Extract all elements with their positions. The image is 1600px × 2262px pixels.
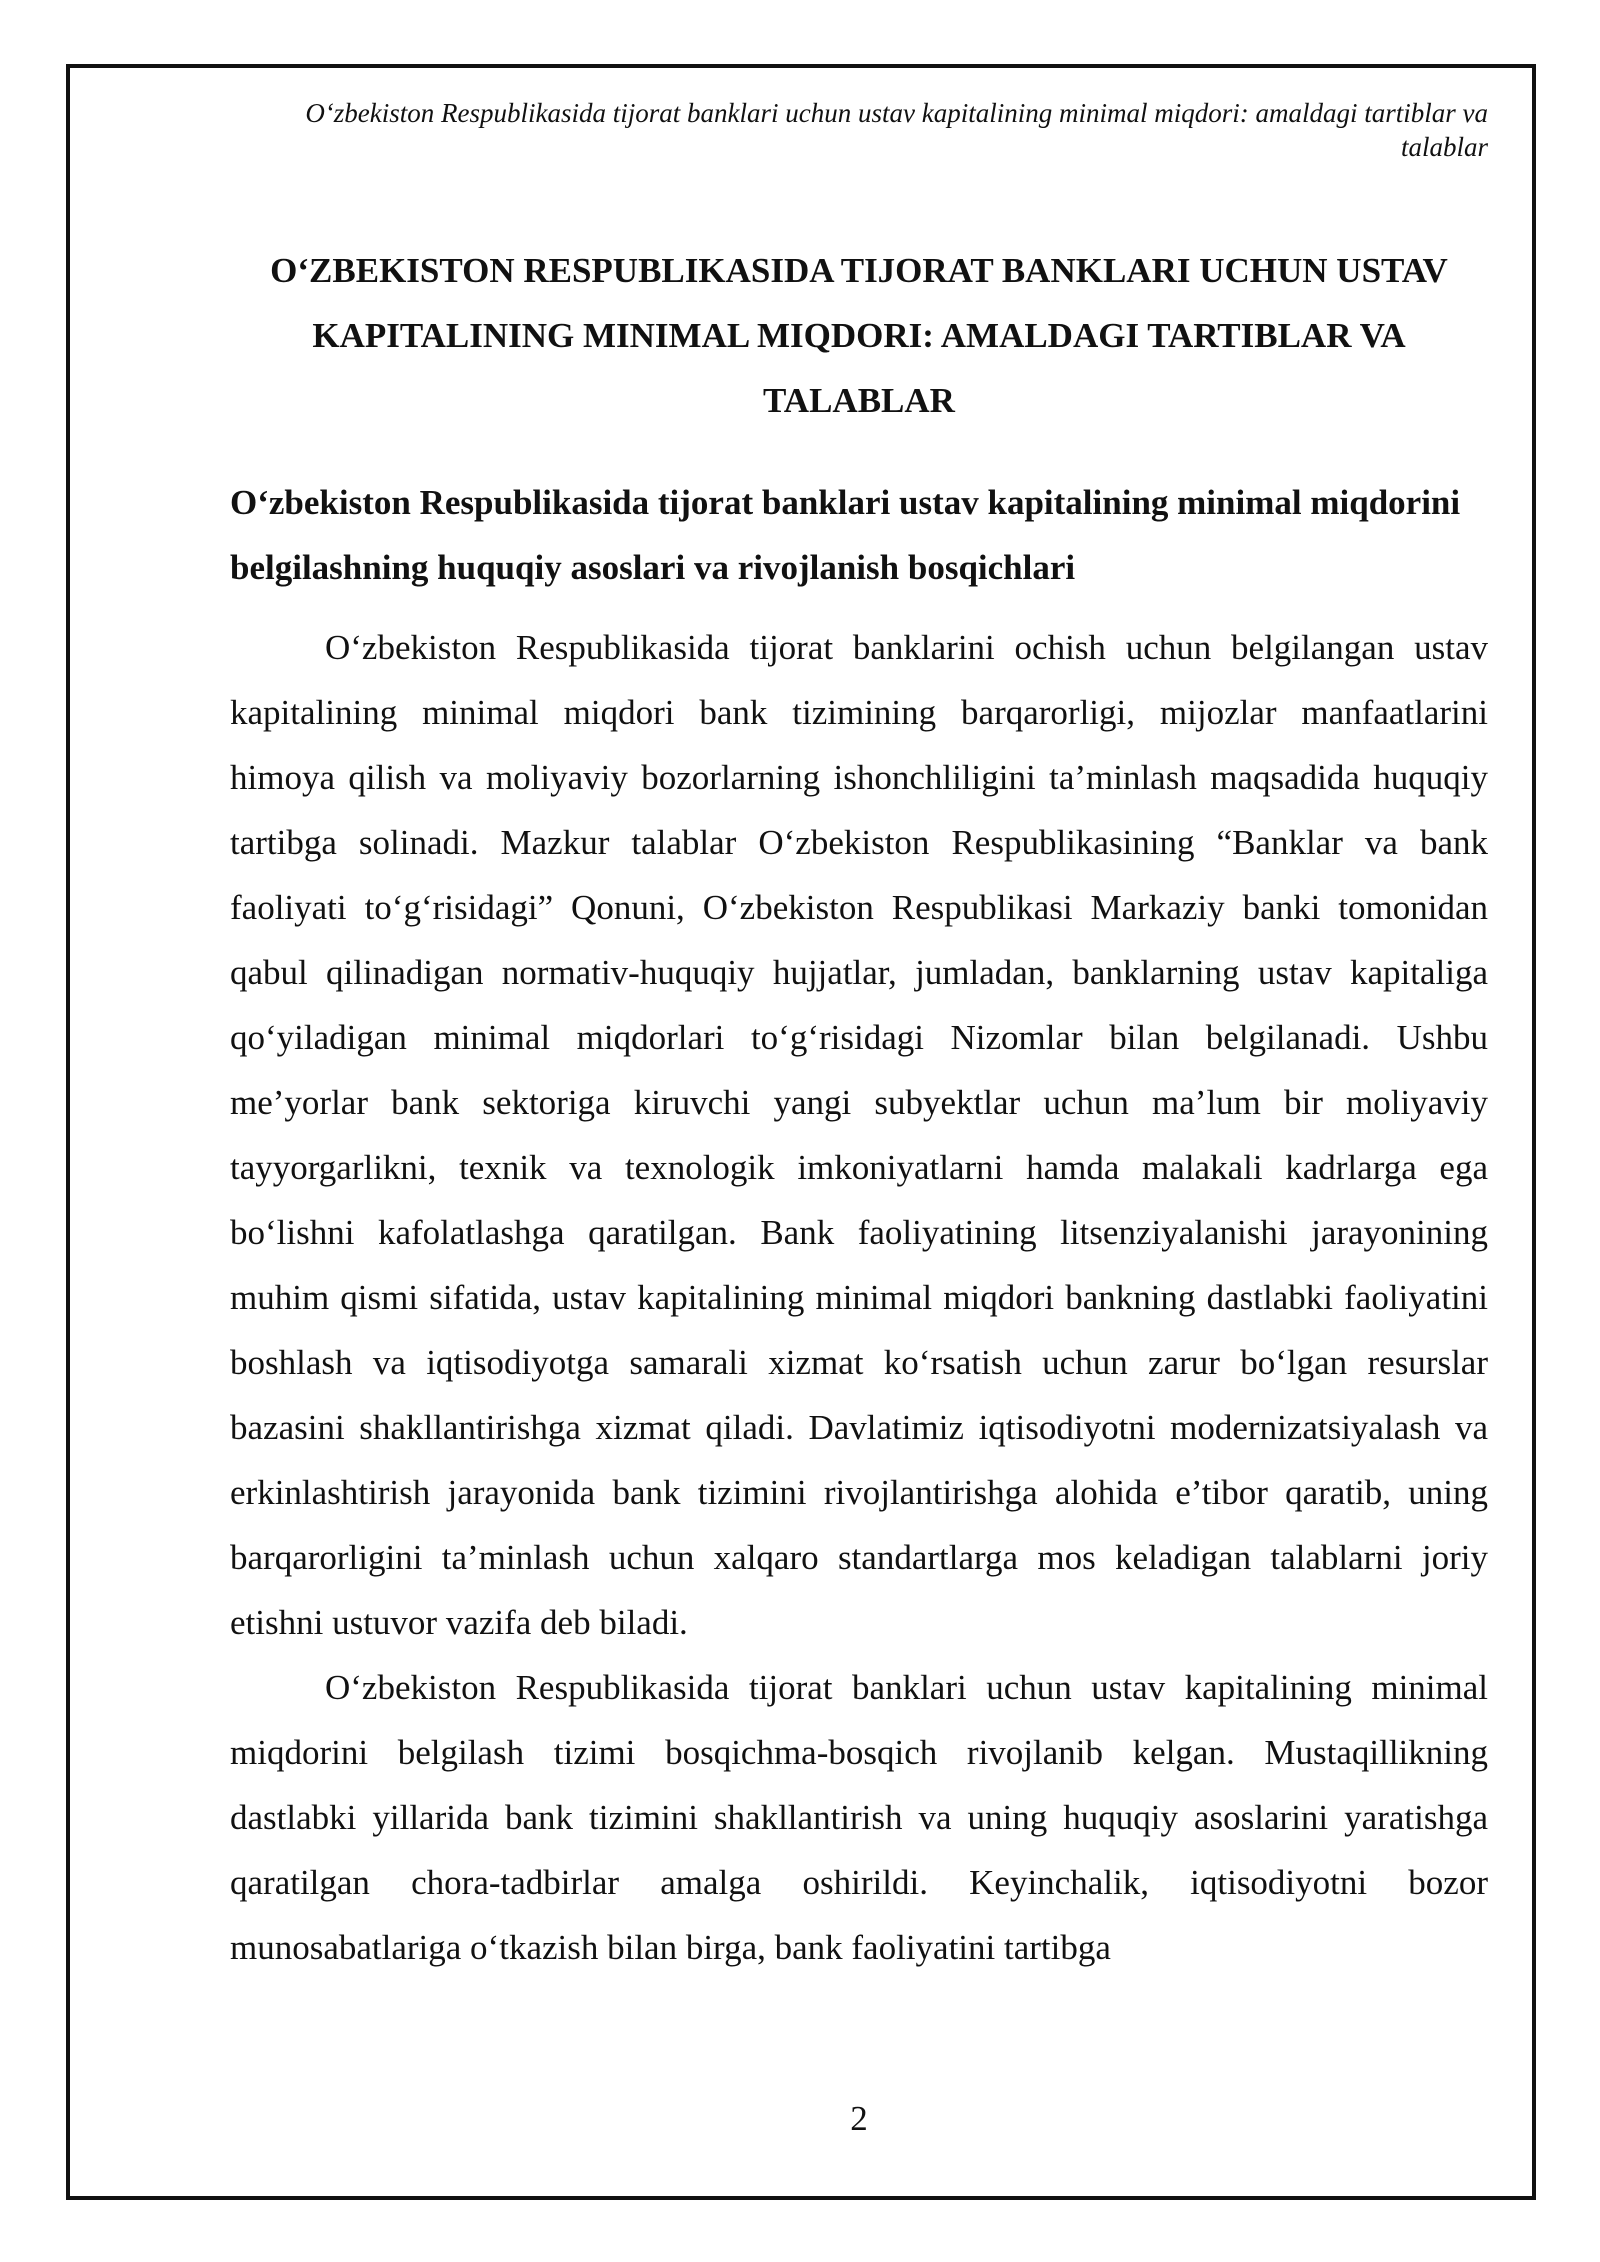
body-text: [230, 615, 1488, 1980]
paragraph: O‘zbekiston Respublikasida tijorat banklari uchun ustav kapitalining minimal miqdorini belgilash tizimi bosqichma-bosqich rivojlanib kelgan. Mustaqillikning dastlabki yillarida bank tizimini shakllantirish va uning huquqiy asoslarini yaratishga qaratilgan chora-tadbirlar amalga oshirildi. Keyinchalik, iqtisodiyotni bozor munosabatlariga o‘tkazish bilan birga, bank faoliyatini tartibga: [230, 1668, 1488, 1967]
running-header: O‘zbekiston Respublikasida tijorat banklari uchun ustav kapitalining minimal miqdori: amaldagi tartiblar va talablar: [305, 98, 1488, 162]
section-heading: O‘zbekiston Respublikasida tijorat banklari ustav kapitalining minimal miqdorini belgilashning huquqiy asoslari va rivojlanish bosqichlari: [230, 483, 1461, 587]
document-title: O‘ZBEKISTON RESPUBLIKASIDA TIJORAT BANKLARI UCHUN USTAV KAPITALINING MINIMAL MIQDORI: AMALDAGI TARTIBLAR VA TALABLAR: [270, 251, 1448, 420]
page-number: 2: [850, 2099, 868, 2138]
paragraph: O‘zbekiston Respublikasida tijorat banklarini ochish uchun belgilangan ustav kapitalining minimal miqdori bank tizimining barqarorligi, mijozlar manfaatlarini himoya qilish va moliyaviy bozorlarning ishonchliligini ta’minlash maqsadida huquqiy tartibga solinadi. Mazkur talablar O‘zbekiston Respublikasining “Banklar va bank faoliyati to‘g‘risidagi” Qonuni, O‘zbekiston Respublikasi Markaziy banki tomonidan qabul qilinadigan normativ-huquqiy hujjatlar, jumladan, banklarning ustav kapitaliga qo‘yiladigan minimal miqdorlari to‘g‘risidagi Nizomlar bilan belgilanadi. Ushbu me’yorlar bank sektoriga kiruvchi yangi subyektlar uchun ma’lum bir moliyaviy tayyorgarlikni, texnik va texnologik imkoniyatlarni hamda malakali kadrlarga ega bo‘lishni kafolatlashga qaratilgan. Bank faoliyatining litsenziyalanishi jarayonining muhim qismi sifatida, ustav kapitalining minimal miqdori bankning dastlabki faoliyatini boshlash va iqtisodiyotga samarali xizmat ko‘rsatish uchun zarur bo‘lgan resurslar bazasini shakllantirishga xizmat qiladi. Davlatimiz iqtisodiyotni modernizatsiyalash va erkinlashtirish jarayonida bank tizimini rivojlantirishga alohida e’tibor qaratib, uning barqarorligini ta’minlash uchun xalqaro standartlarga mos keladigan talablarni joriy etishni ustuvor vazifa deb biladi.: [230, 628, 1488, 1642]
